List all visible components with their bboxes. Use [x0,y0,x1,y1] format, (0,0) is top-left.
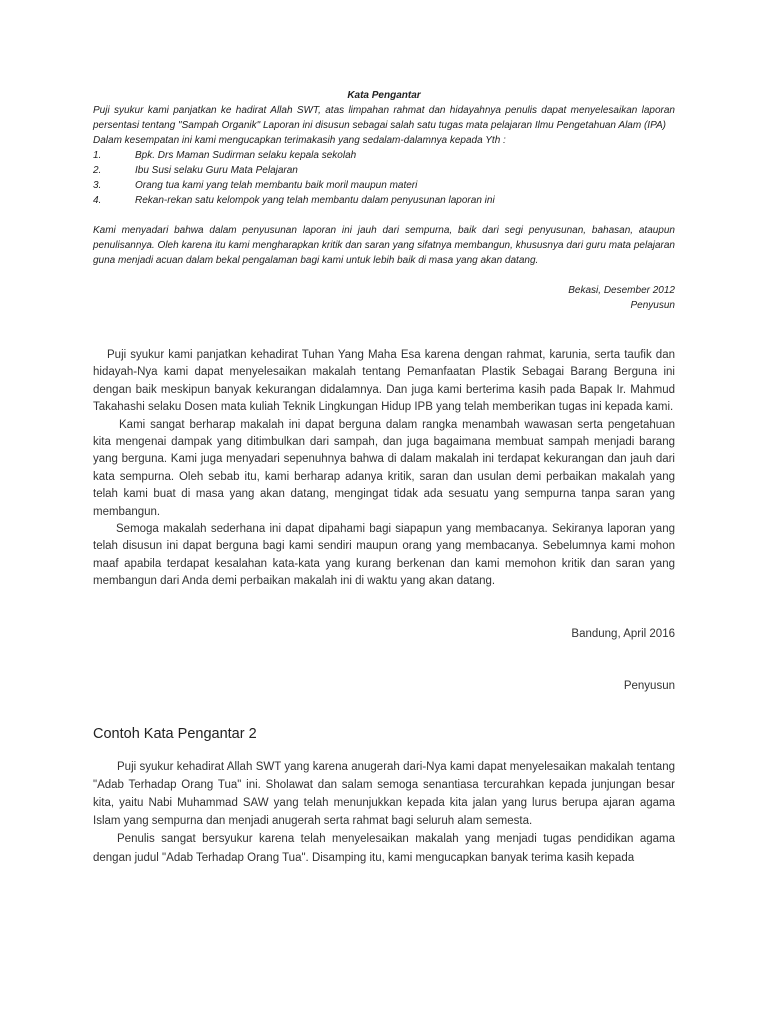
list-number: 4. [93,195,102,206]
list-text: Bpk. Drs Maman Sudirman selaku kepala sekolah [135,150,357,161]
kata-pengantar-section-1 [93,88,675,313]
section-3-paragraph-1: Puji syukur kehadirat Allah SWT yang karena anugerah dari-Nya kami dapat menyelesaikan makalah tentang "Adab Terhadap Orang Tua" ini. Sholawat dan salam semoga senantiasa tercurahkan kepada junjungan besar kita, yaitu Nabi Muhammad SAW yang telah menunjukkan kepada kita jalan yang lurus berupa ajaran agama Islam yang sempurna dan menjadi anugerah serta rahmat bagi seluruh alam semesta. [93,760,675,828]
section-2-signer: Penyusun [623,680,675,693]
thanks-list-item [93,193,675,208]
section-1-closing: Kami menyadari bahwa dalam penyusunan laporan ini jauh dari sempurna, baik dari segi penyusunan, bahasan, ataupun penulisannya. Oleh karena itu kami mengharapkan kritik dan saran yang sifatnya membangun, khususnya dari guru mata pelajaran guna menjadi acuan dalam bekal pengalaman bagi kami untuk lebih baik di masa yang akan datang. [93,225,675,266]
section-2-paragraph-3: Semoga makalah sederhana ini dapat dipahami bagi siapapun yang membacanya. Sekiranya laporan yang telah disusun ini dapat berguna bagi kami sendiri maupun orang yang membacanya. Sebelumnya kami mohon maaf apabila terdapat kesalahan kata-kata yang kurang berkenan dan kami memohon kritik dan saran yang membangun dari Anda demi perbaikan makalah ini di waktu yang akan datang. [93,523,675,588]
section-1-title: Kata Pengantar [347,90,421,101]
section-1-thanks-line: Dalam kesempatan ini kami mengucapkan terimakasih yang sedalam-dalamnya kepada Yth : [93,135,506,146]
thanks-list [93,148,675,208]
section-2-paragraph-2: Kami sangat berharap makalah ini dapat berguna dalam rangka menambah wawasan serta pengetahuan kita mengenai dampak yang ditimbulkan dari sampah, dan juga bagaimana membuat sampah menjadi barang yang berguna. Kami juga menyadari sepenuhnya bahwa di dalam makalah ini terdapat kekurangan dan jauh dari kata sempurna. Oleh sebab itu, kami berharap adanya kritik, saran dan usulan demi perbaikan makalah yang telah kami buat di masa yang akan datang, mengingat tidak ada sesuatu yang sempurna tanpa saran yang membangun. [93,418,675,518]
kata-pengantar-section-2 [93,347,675,696]
document-page [93,0,675,867]
section-1-signer: Penyusun [630,300,675,311]
section-3-paragraph-2: Penulis sangat bersyukur karena telah menyelesaikan makalah yang menjadi tugas pendidikan agama dengan judul "Adab Terhadap Orang Tua". Disamping itu, kami mengucapkan banyak terima kasih kepada [93,833,675,864]
thanks-list-item [93,163,675,178]
section-1-intro: Puji syukur kami panjatkan ke hadirat Allah SWT, atas limpahan rahmat dan hidayahnya penulis dapat menyelesaikan laporan persentasi tentang "Sampah Organik" Laporan ini disusun sebagai salah satu tugas mata pelajaran Ilmu Pengetahuan Alam (IPA) [93,105,675,131]
list-number: 3. [93,180,102,191]
list-text: Rekan-rekan satu kelompok yang telah membantu dalam penyusunan laporan ini [135,195,495,206]
section-2-place-date: Bandung, April 2016 [571,627,675,640]
list-text: Ibu Susi selaku Guru Mata Pelajaran [135,165,298,176]
section-2-paragraph-1: Puji syukur kami panjatkan kehadirat Tuhan Yang Maha Esa karena dengan rahmat, karunia, serta taufik dan hidayah-Nya kami dapat menyelesaikan makalah tentang Pemanfaatan Plastik Sebagai Barang Berguna ini dengan baik meskipun banyak kekurangan didalamnya. Dan juga kami berterima kasih pada Bapak Ir. Mahmud Takahashi selaku Dosen mata kuliah Teknik Lingkungan Hidup IPB yang telah memberikan tugas ini kepada kami. [93,349,675,414]
list-text: Orang tua kami yang telah membantu baik moril maupun materi [135,180,418,191]
list-number: 2. [93,165,102,176]
thanks-list-item [93,178,675,193]
list-number: 1. [93,150,102,161]
kata-pengantar-section-3 [93,758,675,867]
thanks-list-item [93,148,675,163]
contoh-heading: Contoh Kata Pengantar 2 [93,725,257,742]
section-1-place-date: Bekasi, Desember 2012 [568,285,675,296]
